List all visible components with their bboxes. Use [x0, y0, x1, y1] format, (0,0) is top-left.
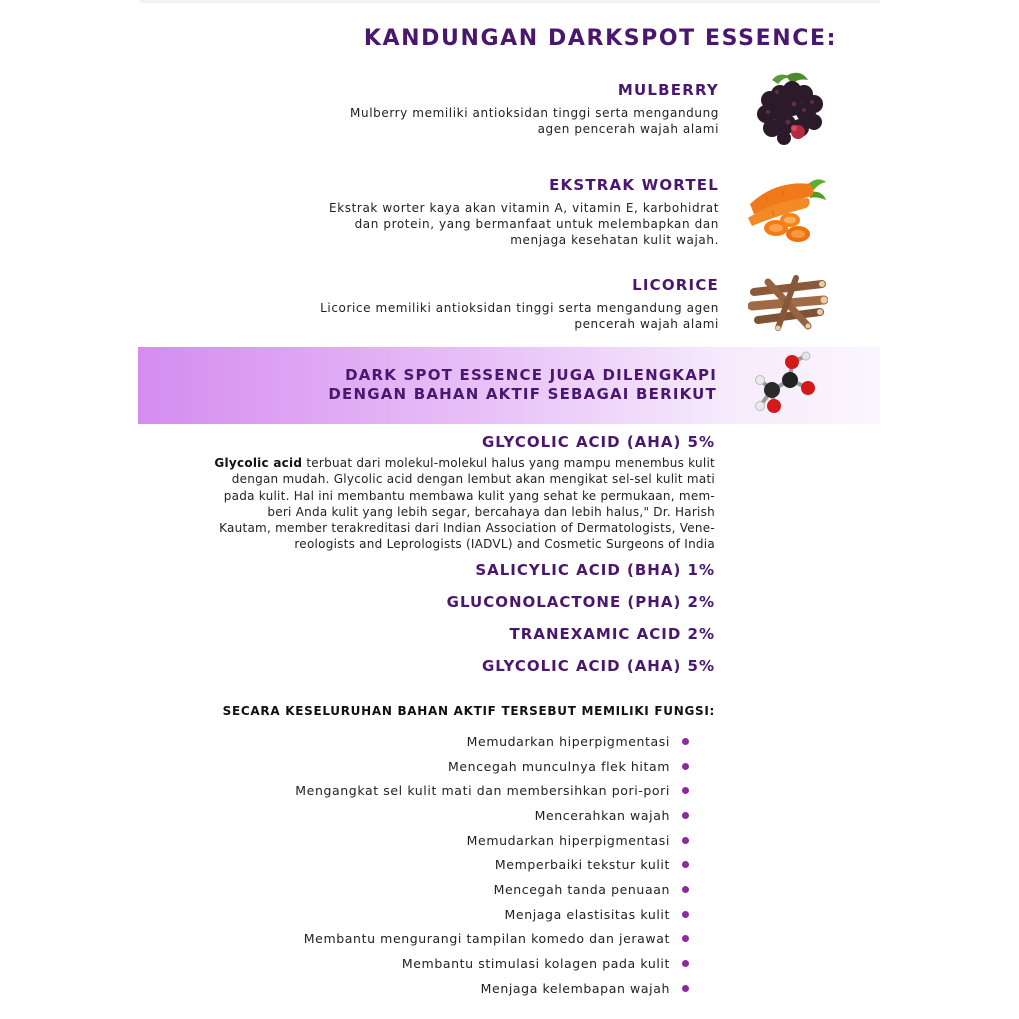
bullet-dot	[682, 960, 689, 967]
ingredient-description: Mulberry memiliki antioksidan tinggi serta mengandung agen pencerah wajah alami	[350, 106, 719, 136]
bullet-dot	[682, 886, 689, 893]
mulberry-icon	[750, 70, 828, 146]
ingredient-mulberry	[350, 81, 719, 137]
list-item: Membantu stimulasi kolagen pada kulit	[295, 951, 689, 976]
molecule-icon	[748, 350, 820, 422]
bullet-dot	[682, 787, 689, 794]
list-item: Memudarkan hiperpigmentasi	[295, 828, 689, 853]
active-glycolic-acid-title-2: GLYCOLIC ACID (AHA) 5%	[481, 657, 715, 675]
ingredient-name: EKSTRAK WORTEL	[549, 176, 719, 194]
ingredient-name: LICORICE	[632, 276, 719, 294]
ingredient-name: MULBERRY	[617, 81, 719, 99]
bullet-dot	[682, 763, 689, 770]
active-salicylic-acid-title: SALICYLIC ACID (BHA) 1%	[475, 561, 715, 579]
bullet-dot	[682, 738, 689, 745]
list-item: Mencegah munculnya flek hitam	[295, 754, 689, 779]
licorice-root-icon	[748, 272, 828, 334]
active-tranexamic-acid-title: TRANEXAMIC ACID 2%	[509, 625, 715, 643]
carrot-icon	[746, 170, 828, 244]
glycolic-acid-description: Glycolic acid terbuat dari molekul-molekul halus yang mampu menembus kulit dengan mudah. Glycolic acid dengan lembut akan mengikat sel-sel kulit mati pada kulit. Hal ini membantu membawa kulit yang sehat ke permukaan, mem- beri Anda kulit yang lebih segar, bercahaya dan lebih halus," Dr. Harish Kautam, member terakreditasi dari Indian Association of Dermatologists, Vene- reologists and Leprologists (IADVL) and Cosmetic Surgeons of India	[214, 456, 715, 552]
page-title: KANDUNGAN DARKSPOT ESSENCE:	[363, 26, 837, 51]
banner-text: DARK SPOT ESSENCE JUGA DILENGKAPI DENGAN BAHAN AKTIF SEBAGAI BERIKUT	[328, 366, 717, 403]
bullet-dot	[682, 985, 689, 992]
list-item: Menjaga elastisitas kulit	[295, 902, 689, 927]
ingredient-description: Ekstrak worter kaya akan vitamin A, vitamin E, karbohidrat dan protein, yang bermanfaat untuk melembapkan dan menjaga kesehatan kulit wajah.	[329, 201, 719, 247]
list-item: Memperbaiki tekstur kulit	[295, 852, 689, 877]
active-gluconolactone-title: GLUCONOLACTONE (PHA) 2%	[446, 593, 715, 611]
list-item: Mengangkat sel kulit mati dan membersihkan pori-pori	[295, 778, 689, 803]
ingredient-carrot	[329, 176, 719, 248]
bullet-dot	[682, 861, 689, 868]
bullet-dot	[682, 935, 689, 942]
list-item: Mencerahkan wajah	[295, 803, 689, 828]
functions-list	[295, 729, 689, 1001]
list-item: Memudarkan hiperpigmentasi	[295, 729, 689, 754]
top-divider	[140, 0, 880, 3]
bullet-dot	[682, 911, 689, 918]
ingredient-description: Licorice memiliki antioksidan tinggi serta mengandung agen pencerah wajah alami	[320, 301, 719, 331]
functions-heading: SECARA KESELURUHAN BAHAN AKTIF TERSEBUT MEMILIKI FUNGSI:	[222, 704, 715, 718]
list-item: Mencegah tanda penuaan	[295, 877, 689, 902]
list-item: Membantu mengurangi tampilan komedo dan jerawat	[295, 927, 689, 952]
bullet-dot	[682, 812, 689, 819]
bullet-dot	[682, 837, 689, 844]
ingredient-licorice	[320, 276, 719, 332]
list-item: Menjaga kelembapan wajah	[295, 976, 689, 1001]
active-glycolic-acid-title: GLYCOLIC ACID (AHA) 5%	[481, 433, 715, 451]
